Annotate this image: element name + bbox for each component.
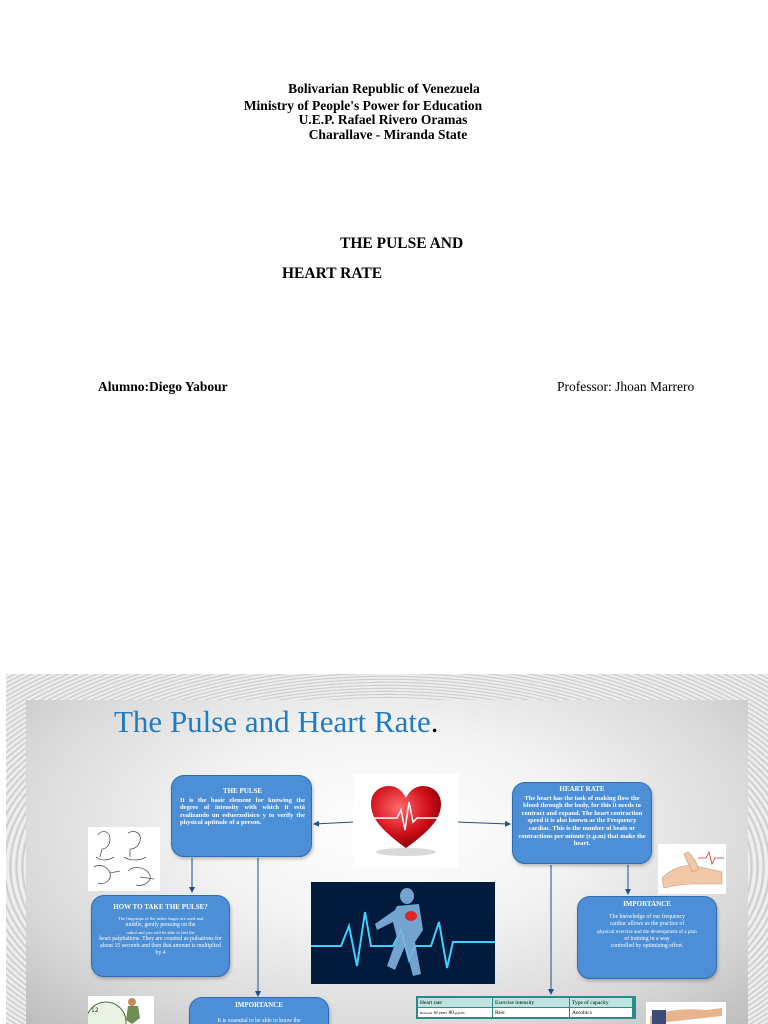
wrist-image (658, 844, 726, 894)
how-to-take-pulse-box (91, 895, 230, 977)
heart-icon (353, 774, 458, 868)
arm-icon (646, 1002, 726, 1024)
table-cell-part: p.p.m (455, 1009, 465, 1015)
how-to-box-text-3: radial and you will be able to feel the (126, 930, 195, 935)
importance-right-box (577, 896, 717, 979)
table-header-cell: Type of capacity (570, 998, 633, 1008)
how-to-box-text-1: The fingertips of the index finger are used and (117, 916, 204, 921)
table-cell-part: Between (420, 1010, 433, 1015)
professor-name: Professor: Jhoan Marrero (557, 379, 695, 394)
wrist-pulse-icon (658, 844, 726, 894)
table-header-cell: Heart rate (418, 998, 493, 1008)
heart-rate-box-text: The heart has the task of making flow the blood through the body, for this it needs to contract and expand. The heart contraction speed it is also known as the Frequency cardiac. This is the number of beats or contractions per minute (c.p.m) that make the heart. (518, 794, 646, 848)
runner-ecg-icon (311, 882, 495, 984)
importance-right-heading: IMPORTANCE (623, 900, 671, 908)
svg-text:12: 12 (91, 1007, 99, 1014)
pulse-box-heading: THE PULSE (222, 787, 263, 795)
student-name: Alumno:Diego Yabour (98, 379, 228, 394)
poster (6, 674, 768, 1024)
header-line-1: Bolivarian Republic of Venezuela (288, 81, 480, 96)
heart-rate-box-heading: HEART RATE (559, 785, 605, 793)
heart-rate-table (416, 996, 636, 1019)
runner-image (311, 882, 495, 984)
importance-bottom-text: It is essential to be able to know the (217, 1017, 301, 1024)
importance-right-text-4: of training in a way (624, 935, 670, 942)
header-line-2: Ministry of People's Power for Education (243, 98, 483, 113)
importance-right-text-1: The knowledge of our frequency (609, 914, 685, 921)
importance-bottom-box (189, 997, 329, 1024)
importance-bottom-heading: IMPORTANCE (235, 1001, 283, 1009)
pulse-sketch-image (88, 827, 160, 891)
header-line-3: U.E.P. Rafael Rivero Oramas (298, 112, 468, 127)
how-to-box-text-4: heart palpitations. They are counted as pulsations for about 15 seconds and then that amount is multiplied by 4 (99, 936, 222, 956)
table-cell: Aerobics (570, 1008, 633, 1018)
table-cell-part: 80 (448, 1009, 454, 1016)
clock-runner-image (88, 996, 154, 1024)
hand-sketch-icon (88, 827, 160, 891)
document-title-line-1: THE PULSE AND (340, 235, 464, 252)
importance-right-text-3: physical exercise and the development of a plan (597, 928, 697, 935)
poster-title-text: The Pulse and Heart Rate (114, 704, 431, 739)
table-header-cell: Exercise intensity (493, 998, 570, 1008)
table-cell: Rest (493, 1008, 570, 1018)
table-cell (418, 1008, 493, 1018)
table-cell-part: 60 years (433, 1009, 448, 1015)
heart-image (353, 774, 458, 868)
how-to-box-heading: HOW TO TAKE THE PULSE? (113, 903, 208, 911)
importance-right-text-2: cardiac allows us the practice of (609, 921, 685, 928)
table-row (418, 1008, 633, 1018)
pulse-box (171, 775, 312, 857)
pulse-box-text: It is the basic element for knowing the degree of intensity with which it está realizando un esfuerzofísico y to verify the physical aptitude of a person. (180, 796, 305, 827)
document-title-line-2: HEART RATE (282, 265, 383, 282)
heart-rate-box (512, 782, 652, 864)
how-to-box-text-2: middle, gently pressing on the (125, 922, 196, 928)
header-line-4: Charallave - Miranda State (308, 127, 468, 142)
table-header-row (418, 998, 633, 1008)
clock-icon (88, 996, 154, 1024)
arm-image (646, 1002, 726, 1024)
importance-right-text-5: controlled by optimizing effort. (610, 943, 684, 950)
poster-title-dot: . (430, 704, 439, 739)
